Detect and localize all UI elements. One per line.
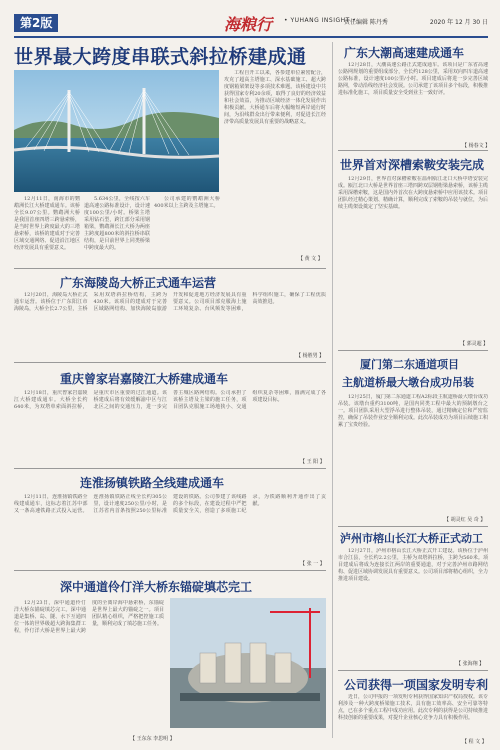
side-patent-paragraph: 近日，公司申报的一项发明专利获得国家知识产权局授权。该专利涉及一种大跨度桥梁施工技术，具有施工效率高、安全可靠等特点，已在多个重点工程中成功应用。此次专利的获得是公司持续推进科技创新的重要成果，对提升企业核心竞争力具有积极作用。 [338, 694, 488, 721]
main-right-text [224, 70, 326, 260]
article-railway-paragraph: 12月11日，连淮扬镇铁路全线建成通车，这标志着江苏中部又一条高速铁路正式投入运营。连淮扬镇铁路正线全长约305公里，设计速度250公里/小时，是江苏省内首条按照250公里标准建设的铁路。公司参建了该线路的多个标段，在建设过程中严把质量安全关，创造了多项施工纪录，为铁路顺利开通作出了贡献。 [14, 494, 326, 514]
main-headline: 世界最大跨度串联式斜拉桥建成通 [14, 46, 307, 68]
main-lead-col2-text: 5.634公里，全线按六车道高速公路标准设计，设计速度100公里/小时。桥梁主塔采用钻石型，跨江部分采用钢箱梁，鹦鹉洲长江大桥为两座主跨度超800米的斜拉桥串联结构，是目前世界上同类桥梁中跨度最大的。 [84, 196, 150, 251]
article-railway-title: 连淮扬镇铁路全线建成通车 [80, 476, 225, 490]
article-shenzhong-title: 深中通道伶仃洋大桥东锚碇填芯完工 [60, 580, 253, 594]
side-xiamen-paragraph: 12月25日，厦门第二东通道工程A2标段主航道桥最大墩台成功吊装。该墩台重约3100吨，是国内同类工程中最大的预制墩台之一。项目团队采用大型浮吊进行整体吊装，通过精确定位和严密监控，确保了吊装作业安全顺利完成。此次吊装成功为项目后续施工积累了宝贵经验。 [338, 394, 488, 428]
bridge-photo [14, 70, 219, 192]
side-xiamen-title-line2: 主航道桥最大墩台成功吊装 [342, 376, 474, 389]
article-shenzhong-credit: 【 王东东 李思明 】 [130, 736, 175, 742]
side-saddle-credit: 【 郭灵超 】 [460, 341, 489, 347]
divider [14, 362, 326, 363]
article-chongqing-paragraph: 12月18日，重庆曾家岩嘉陵江大桥建成通车。大桥全长约640米，为双塔单索面斜拉桥，是重庆市区重要的过江通道。该桥建成后将有效缓解渝中区与江北区之间的交通压力，进一步完善主城区路网结构。公司承担了该桥主塔及主梁的施工任务，项目团队克服施工场地狭小、交通组织复杂等困难，圆满完成了各项建设目标。 [14, 390, 326, 410]
article-chongqing-text [14, 390, 326, 458]
side-daochao-paragraph: 12月28日，大潮高速公路正式建成通车。该项目是广东省高速公路网规划的重要组成部分，全长约128公里，采用双向四车道高速公路标准，设计速度100公里/小时。项目建成后将进一步完善区域路网，带动沿线经济社会发展。公司承建了该项目多个标段，积极推进标准化施工，项目质量安全受到业主一致好评。 [338, 62, 488, 96]
side-daochao-text [338, 62, 488, 142]
main-lead-col3 [154, 196, 220, 266]
side-saddle-paragraph: 12月29日，世界首对深槽索鞍在温州瓯江北口大桥中塔安装完成。瓯江北口大桥是世界首座三塔四跨双层钢桁梁悬索桥，该桥主缆采用深槽索鞍，这是国内外首次在大跨度悬索桥中应用该技术。项目团队经过精心策划、精确计算，顺利完成了索鞍的吊装与就位，为后续主缆架设奠定了坚实基础。 [338, 176, 488, 210]
side-patent-text [338, 694, 488, 734]
editor-credit: 责任编辑 陈丹秀 [344, 19, 388, 26]
article-chongqing-title: 重庆曾家岩嘉陵江大桥建成通车 [60, 372, 229, 386]
page-header [14, 12, 488, 38]
main-lead-col1 [14, 196, 80, 266]
divider [14, 570, 326, 571]
main-credit: 【 黄 文 】 [298, 256, 323, 262]
side-luzhou-credit: 【 张海翔 】 [456, 661, 485, 667]
side-daochao-title: 广东大潮高速建成通车 [344, 46, 465, 60]
article-guangdong-text [14, 292, 326, 352]
main-right-paragraph: 工程自开工以来，各参建单位紧密配合，攻克了超高主塔施工、深水基础施工、超大跨度钢箱梁架设等多项技术难题。该桥建设中共获得国家专利20余项，取得了良好的经济效益和社会效益，为推动区域经济一体化发展作出积极贡献。大桥通车后将大幅缩短两岸通行时间，为沿线群众出行带来便利，对促进长江经济带高质量发展具有重要的战略意义。 [224, 70, 326, 125]
side-patent-title: 公司获得一项国家发明专利 [344, 678, 489, 692]
side-saddle-title: 世界首对深槽索鞍安装完成 [340, 158, 485, 172]
side-xiamen-title-line1: 厦门第二东通道项目 [360, 358, 459, 371]
article-chongqing-credit: 【 王 阳 】 [300, 459, 325, 465]
side-luzhou-title: 泸州市榕山长江大桥正式动工 [340, 532, 483, 545]
article-railway-text [14, 494, 326, 558]
article-guangdong-title: 广东海陵岛大桥正式通车运营 [60, 276, 217, 290]
construction-photo [170, 598, 326, 728]
side-luzhou-text [338, 548, 488, 658]
divider [14, 268, 326, 269]
article-shenzhong-text [14, 600, 164, 730]
article-guangdong-paragraph: 12月20日，海陵岛大桥正式通车运营。该桥位于广东阳江市海陵岛，大桥全长2.7公里，主桥采用双塔斜拉桥结构，主跨为430米。该项目的建成对于完善区域路网结构、加快海陵岛旅游开发和促进地方经济发展具有重要意义。公司项目部克服海上施工环境复杂、台风频发等困难，科学组织施工，确保了工程优质高效推进。 [14, 292, 326, 312]
side-xiamen-credit: 【 胡灵红 吴 奇 】 [444, 517, 486, 523]
side-xiamen-text [338, 394, 488, 516]
side-luzhou-paragraph: 12月27日，泸州市榕山长江大桥正式开工建设。该桥位于泸州市合江县，全长约2.2公里，主桥为双塔斜拉桥，主跨为560米。项目建成后将成为连接长江两岸的重要通道，对于完善泸州市路网结构、促进区域协调发展具有重要意义。公司项目部将精心组织，全力推进项目建设。 [338, 548, 488, 582]
article-guangdong-credit: 【 杨胜男 】 [296, 353, 325, 359]
main-lead-col3-text: 公司承建的鹦鹉洲大桥400米以上主跨及主塔施工。 [154, 196, 220, 209]
side-daochao-credit: 【 杨春文 】 [462, 143, 491, 149]
side-saddle-text [338, 176, 488, 338]
side-patent-credit: 【 程 文 】 [462, 739, 487, 745]
divider [338, 670, 488, 671]
main-lead-col2 [84, 196, 150, 266]
divider [14, 468, 326, 469]
masthead-logo: 海粮行 [224, 15, 273, 34]
page-number: 第2版 [14, 14, 58, 32]
section-name: • YUHANG INSIGHT • [284, 17, 357, 24]
column-divider [332, 42, 333, 738]
article-shenzhong-paragraph: 12月23日，深中通道伶仃洋大桥东锚碇填芯完工。深中通道是集桥、岛、隧、水下互通四位一体的世界级超大跨海集群工程，伶仃洋大桥是世界上最大跨度的全离岸海中悬索桥，东锚碇是世界上最大的锚碇之一。项目团队精心组织，严格把控施工质量，顺利完成了填芯施工任务。 [14, 600, 164, 634]
main-lead-col1-text: 12月11日，南海市的鹦鹉洲长江大桥建成通车。该桥全长9.07公里。鹦鹉洲大桥是我国首座四塔三跨悬索桥，是当时世界上跨度最大的三塔悬索桥，该桥的建成对于完善区域交通网络、促进沿江地区经济发展具有重要意义。 [14, 196, 80, 251]
issue-date: 2020 年 12 月 30 日 [429, 19, 488, 26]
divider [338, 350, 488, 351]
divider [338, 526, 488, 527]
article-railway-credit: 【 张 一 】 [300, 561, 325, 567]
divider [338, 150, 488, 151]
